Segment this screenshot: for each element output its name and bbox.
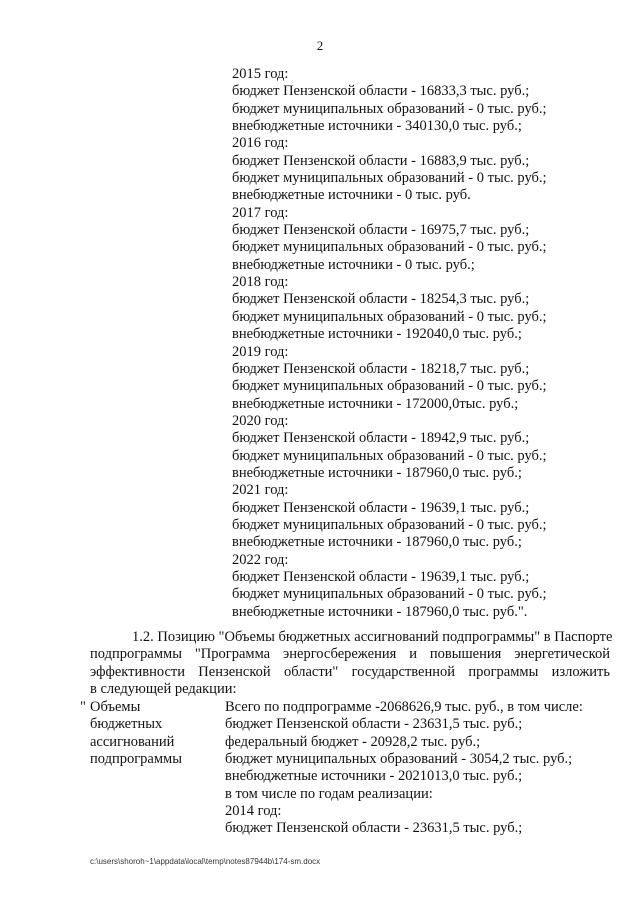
budget-line: 2016 год: (232, 135, 289, 152)
budget-line: бюджет муниципальных образований - 0 тыс. руб.; (232, 378, 547, 395)
paragraph-line: 1.2. Позицию "Объемы бюджетных ассигнований подпрограммы" в Паспорте (132, 629, 613, 645)
passport-value-line: бюджет муниципальных образований - 3054,2 тыс. руб.; (225, 751, 573, 768)
passport-label: Объемы бюджетных ассигнований подпрограммы (90, 699, 182, 768)
budget-line: внебюджетные источники - 192040,0 тыс. руб.; (232, 326, 522, 343)
budget-line: бюджет муниципальных образований - 0 тыс. руб.; (232, 447, 547, 464)
budget-by-year-block (232, 66, 612, 621)
budget-line: бюджет Пензенской области - 19639,1 тыс. руб.; (232, 499, 530, 516)
passport-value-line: в том числе по годам реализации: (225, 785, 433, 802)
budget-line: бюджет Пензенской области - 16975,7 тыс. руб.; (232, 222, 530, 239)
budget-line: 2017 год: (232, 204, 289, 221)
budget-line: внебюджетные источники - 0 тыс. руб.; (232, 256, 475, 273)
budget-line: бюджет муниципальных образований - 0 тыс. руб.; (232, 100, 547, 117)
budget-line: бюджет муниципальных образований - 0 тыс. руб.; (232, 516, 547, 533)
passport-value-cell (225, 699, 610, 838)
budget-line: 2020 год: (232, 412, 289, 429)
open-quote: " (80, 699, 86, 715)
budget-line: 2019 год: (232, 343, 289, 360)
budget-line: внебюджетные источники - 187960,0 тыс. руб.; (232, 534, 522, 551)
budget-line: бюджет муниципальных образований - 0 тыс. руб.; (232, 170, 547, 187)
budget-line: 2018 год: (232, 274, 289, 291)
budget-line: бюджет Пензенской области - 18218,7 тыс. руб.; (232, 360, 530, 377)
budget-line: бюджет Пензенской области - 16883,9 тыс. руб.; (232, 152, 530, 169)
page-number: 2 (316, 38, 324, 53)
budget-line: 2021 год: (232, 482, 289, 499)
budget-line: бюджет Пензенской области - 18942,9 тыс. руб.; (232, 430, 530, 447)
passport-value-line: бюджет Пензенской области - 23631,5 тыс. руб.; (225, 820, 523, 837)
budget-line: бюджет муниципальных образований - 0 тыс. руб.; (232, 239, 547, 256)
paragraph-line: в следующей редакции: (90, 680, 237, 697)
passport-value-line: 2014 год: (225, 803, 282, 820)
budget-line: внебюджетные источники - 187960,0 тыс. руб.". (232, 603, 528, 620)
passport-value-line: бюджет Пензенской области - 23631,5 тыс. руб.; (225, 716, 523, 733)
paragraph-line: подпрограммы "Программа энергосбережения и повышения энергетической (90, 646, 610, 663)
budget-line: бюджет муниципальных образований - 0 тыс. руб.; (232, 586, 547, 603)
budget-line: внебюджетные источники - 172000,0тыс. руб.; (232, 395, 519, 412)
budget-line: внебюджетные источники - 0 тыс. руб. (232, 187, 471, 204)
budget-line: внебюджетные источники - 187960,0 тыс. руб.; (232, 464, 522, 481)
footer-file-path: c:\users\shoroh~1\appdata\local\temp\notes87944b\174-sm.docx (90, 857, 321, 866)
passport-value-line: федеральный бюджет - 20928,2 тыс. руб.; (225, 733, 481, 750)
budget-line: бюджет муниципальных образований - 0 тыс. руб.; (232, 308, 547, 325)
paragraph-line: эффективности Пензенской области" государственной программы изложить (90, 663, 610, 680)
budget-line: бюджет Пензенской области - 16833,3 тыс. руб.; (232, 83, 530, 100)
amendment-paragraph (90, 629, 613, 698)
budget-line: 2015 год: (232, 66, 289, 82)
budget-line: бюджет Пензенской области - 19639,1 тыс. руб.; (232, 568, 530, 585)
budget-line: внебюджетные источники - 340130,0 тыс. руб.; (232, 118, 522, 135)
budget-line: 2022 год: (232, 551, 289, 568)
passport-value-line: Всего по подпрограмме -2068626,9 тыс. руб., в том числе: (225, 699, 583, 715)
passport-value-line: внебюджетные источники - 2021013,0 тыс. руб.; (225, 768, 523, 785)
budget-line: бюджет Пензенской области - 18254,3 тыс. руб.; (232, 291, 530, 308)
